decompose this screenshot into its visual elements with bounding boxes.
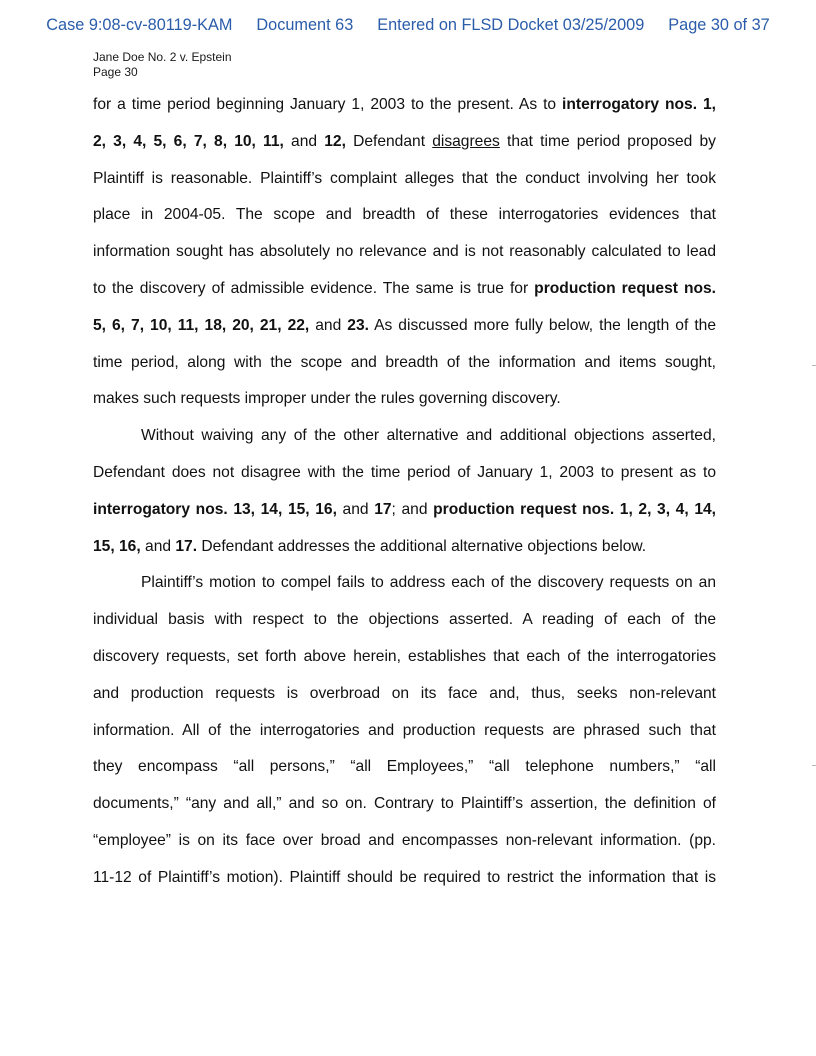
docket-entry: Entered on FLSD Docket 03/25/2009 xyxy=(377,16,645,34)
margin-mark xyxy=(812,765,816,766)
text-line: 11-12 of Plaintiff’s motion). Plaintiff should be required to restrict the information that is xyxy=(93,868,716,886)
text-line: time period, along with the scope and breadth of the information and items sought, xyxy=(93,353,716,371)
text-line: Without waiving any of the other alternative and additional objections asserted, xyxy=(141,427,716,445)
caption-page: Page 30 xyxy=(93,64,138,79)
text-line: information sought has absolutely no relevance and is not reasonably calculated to lead xyxy=(93,243,716,261)
text-line: they encompass “all persons,” “all Employees,” “all telephone numbers,” “all xyxy=(93,758,716,776)
text-line: Plaintiff is reasonable. Plaintiff’s complaint alleges that the conduct involving her took xyxy=(93,169,716,187)
case-caption xyxy=(93,50,232,79)
document-body xyxy=(93,92,716,902)
text-line: Defendant does not disagree with the time period of January 1, 2003 to present as to xyxy=(93,463,716,481)
text-line: 15, 16, and 17. Defendant addresses the additional alternative objections below. xyxy=(93,537,647,555)
text-line: 5, 6, 7, 10, 11, 18, 20, 21, 22, and 23. As discussed more fully below, the length of the xyxy=(93,316,716,334)
text-line: makes such requests improper under the rules governing discovery. xyxy=(93,390,561,408)
text-line: individual basis with respect to the objections asserted. A reading of each of the xyxy=(93,611,716,629)
text-line: “employee” is on its face over broad and encompasses non-relevant information. (pp. xyxy=(93,831,716,849)
document-number: Document 63 xyxy=(256,16,354,34)
text-line: information. All of the interrogatories and production requests are phrased such that xyxy=(93,721,716,739)
case-number: Case 9:08-cv-80119-KAM xyxy=(46,16,233,34)
text-line: Plaintiff’s motion to compel fails to address each of the discovery requests on an xyxy=(141,574,716,592)
text-line: to the discovery of admissible evidence. The same is true for production request nos. xyxy=(93,279,717,297)
page-count: Page 30 of 37 xyxy=(668,16,770,34)
docket-header xyxy=(0,16,816,35)
text-line: for a time period beginning January 1, 2003 to the present. As to interrogatory nos. 1, xyxy=(93,96,716,113)
margin-mark xyxy=(812,365,816,366)
text-line: and production requests is overbroad on its face and, thus, seeks non-relevant xyxy=(93,684,716,702)
text-line: place in 2004-05. The scope and breadth of these interrogatories evidences that xyxy=(93,206,716,224)
text-line: interrogatory nos. 13, 14, 15, 16, and 17; and production request nos. 1, 2, 3, 4, 14, xyxy=(93,500,716,518)
text-line: documents,” “any and all,” and so on. Contrary to Plaintiff’s assertion, the definition of xyxy=(93,795,716,813)
text-line: 2, 3, 4, 5, 6, 7, 8, 10, 11, and 12, Defendant disagrees that time period proposed by xyxy=(93,132,716,150)
text-line: discovery requests, set forth above herein, establishes that each of the interrogatories xyxy=(93,647,716,665)
case-name: Jane Doe No. 2 v. Epstein xyxy=(93,50,232,64)
